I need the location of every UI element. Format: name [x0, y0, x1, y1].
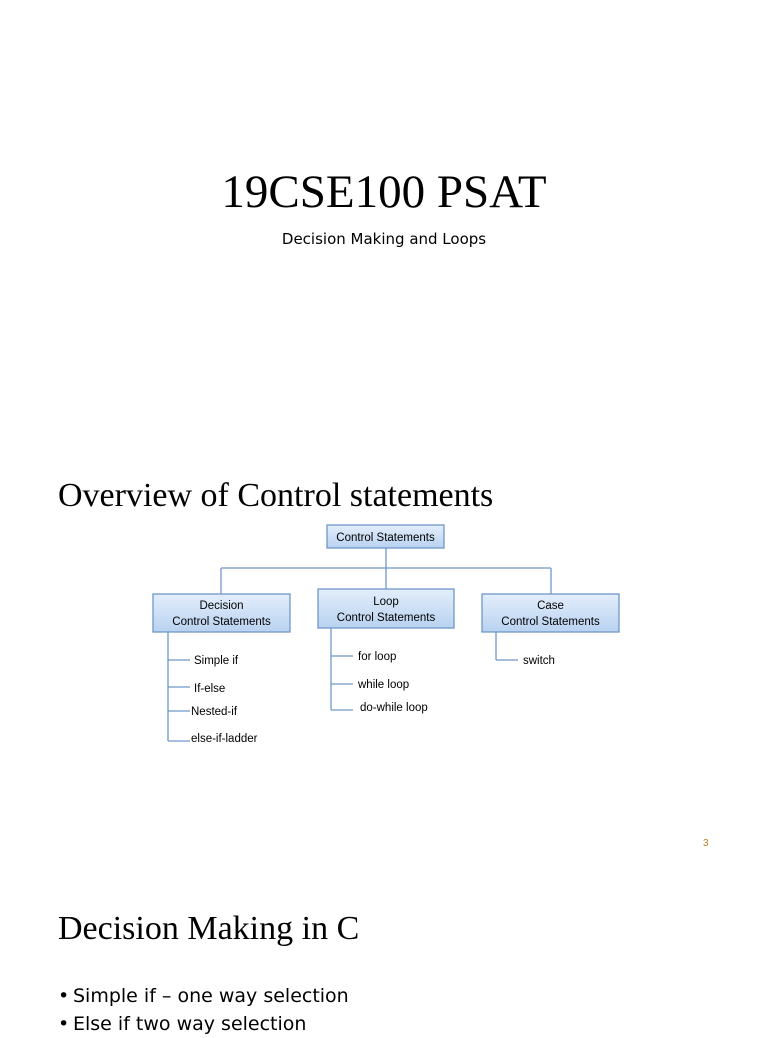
decision-item: If-else — [194, 683, 226, 695]
page-number: 3 — [703, 838, 709, 849]
decision-node — [153, 594, 290, 632]
loop-node-line2: Control Statements — [336, 612, 436, 624]
bullet-marker: • — [58, 1013, 70, 1035]
slide-1-title: 19CSE100 PSAT — [221, 166, 547, 218]
root-node-label: Control Statements — [336, 532, 435, 544]
case-node — [482, 594, 619, 632]
bullet-text: Else if two way selection — [73, 1013, 307, 1035]
case-item: switch — [523, 655, 555, 667]
loop-item: while loop — [358, 679, 410, 691]
slide-1-subtitle: Decision Making and Loops — [281, 230, 487, 248]
slide-2-title: Overview of Control statements — [58, 477, 494, 514]
bullet-item — [58, 982, 349, 1010]
loop-node-line1: Loop — [373, 596, 399, 608]
decision-item: else-if-ladder — [191, 733, 258, 745]
decision-item: Nested-if — [191, 706, 238, 718]
loop-node — [318, 589, 454, 628]
decision-node-line1: Decision — [199, 600, 244, 612]
slide-3-title: Decision Making in C — [58, 910, 360, 947]
bullet-list — [58, 982, 349, 1038]
decision-node-line2: Control Statements — [172, 616, 271, 628]
decision-item: Simple if — [194, 655, 239, 667]
bullet-item — [58, 1010, 349, 1038]
bullet-marker: • — [58, 985, 70, 1007]
loop-item: for loop — [358, 651, 397, 663]
case-node-line2: Control Statements — [501, 616, 600, 628]
root-node — [327, 525, 444, 548]
case-node-line1: Case — [537, 600, 564, 612]
bullet-text: Simple if – one way selection — [73, 985, 349, 1007]
loop-item: do-while loop — [360, 702, 428, 714]
